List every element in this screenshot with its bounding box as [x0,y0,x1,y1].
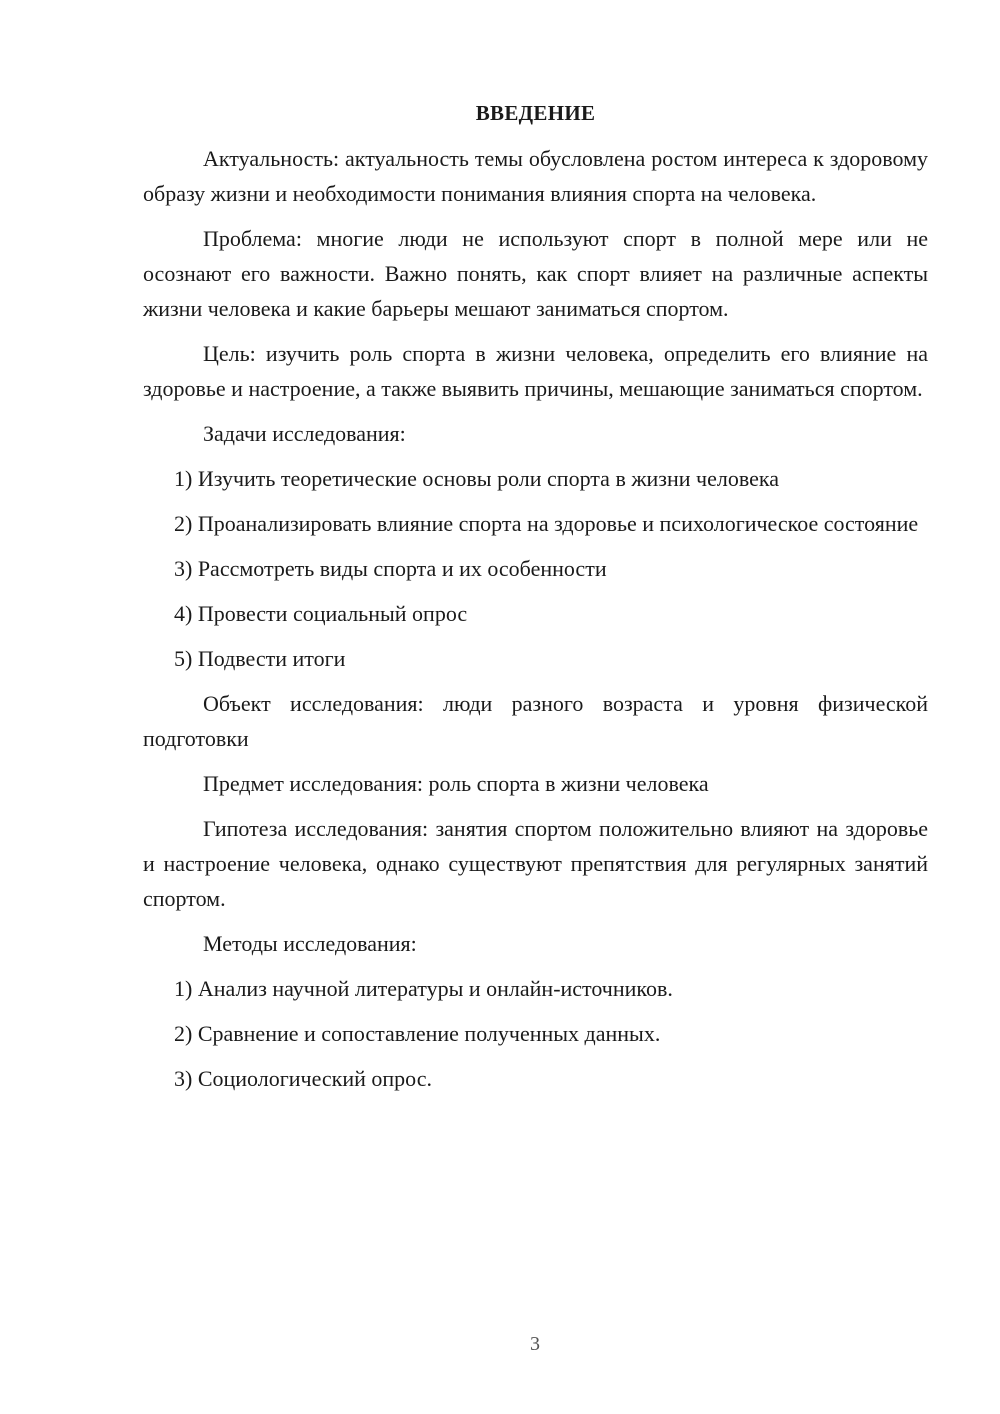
tasks-heading: Задачи исследования: [203,421,406,446]
relevance-paragraph: Актуальность: актуальность темы обусловлена ростом интереса к здоровому образу жизни и необходимости понимания влияния спорта на человека. [143,146,928,206]
methods-heading: Методы исследования: [203,931,417,956]
hypothesis-paragraph: Гипотеза исследования: занятия спортом положительно влияют на здоровье и настроение человека, однако существуют препятствия для регулярных занятий спортом. [143,816,928,911]
task-item: 2) Проанализировать влияние спорта на здоровье и психологическое состояние [174,511,919,536]
method-item: 3) Социологический опрос. [174,1066,432,1091]
task-item: 3) Рассмотреть виды спорта и их особенности [174,556,607,581]
subject-paragraph: Предмет исследования: роль спорта в жизни человека [203,771,709,796]
goal-paragraph: Цель: изучить роль спорта в жизни человека, определить его влияние на здоровье и настроение, а также выявить причины, мешающие заниматься спортом. [143,341,928,401]
document-page [143,96,928,1106]
task-item: 5) Подвести итоги [174,646,346,671]
task-item: 1) Изучить теоретические основы роли спорта в жизни человека [174,466,779,491]
method-item: 1) Анализ научной литературы и онлайн-источников. [174,976,673,1001]
method-item: 2) Сравнение и сопоставление полученных данных. [174,1021,661,1046]
object-paragraph: Объект исследования: люди разного возраста и уровня физической подготовки [143,691,928,751]
problem-paragraph: Проблема: многие люди не используют спорт в полной мере или не осознают его важности. Важно понять, как спорт влияет на различные аспекты жизни человека и какие барьеры мешают заниматься спортом. [143,226,928,321]
task-item: 4) Провести социальный опрос [174,601,468,626]
page-number: 3 [530,1333,540,1355]
page-title: ВВЕДЕНИЕ [475,101,596,125]
